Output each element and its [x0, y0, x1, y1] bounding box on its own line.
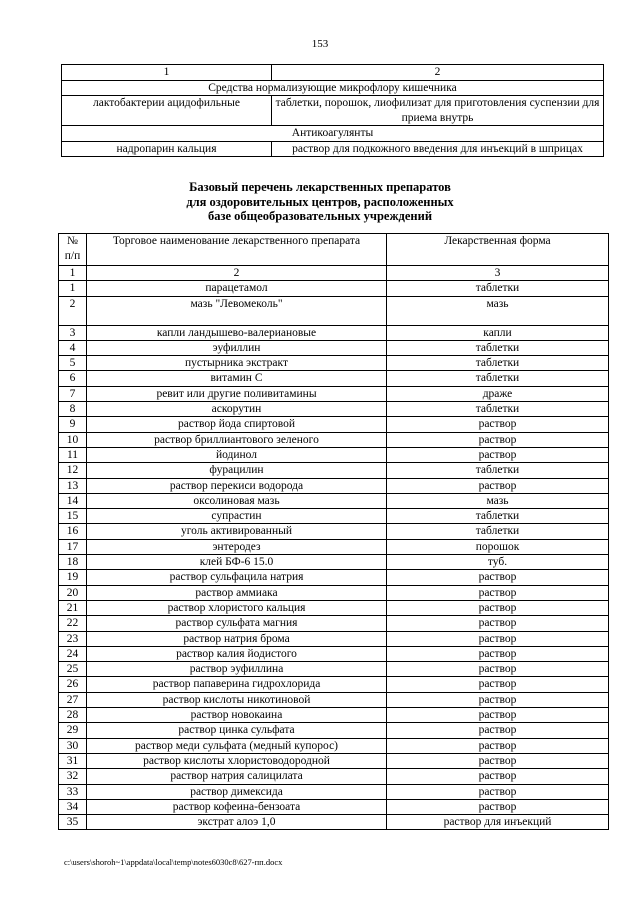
- drug-name-cell: раствор бриллиантового зеленого: [87, 432, 387, 447]
- table-row: [59, 325, 609, 340]
- column-number-2: 2: [272, 65, 604, 81]
- drug-form-cell: раствор: [387, 662, 609, 677]
- drug-form-cell: раствор: [387, 585, 609, 600]
- drug-name-cell: раствор йода спиртовой: [87, 417, 387, 432]
- row-number-cell: 11: [59, 447, 87, 462]
- drug-form-cell: раствор: [387, 753, 609, 768]
- table-row: [59, 356, 609, 371]
- table-row: [59, 723, 609, 738]
- drug-name-cell: капли ландышево-валериановые: [87, 325, 387, 340]
- section-title-anticoagulants: Антикоагулянты: [62, 126, 604, 142]
- drug-form-cell: туб.: [387, 555, 609, 570]
- column-number-2: 2: [87, 266, 387, 281]
- drug-form-cell: раствор: [387, 799, 609, 814]
- section-row: [62, 80, 604, 96]
- drug-form-cell: раствор: [387, 738, 609, 753]
- row-number-cell: 20: [59, 585, 87, 600]
- table-row: [59, 585, 609, 600]
- drug-name-cell: лактобактерии ацидофильные: [62, 96, 272, 126]
- table-row: [59, 386, 609, 401]
- drug-form-cell: раствор: [387, 417, 609, 432]
- row-number-cell: 13: [59, 478, 87, 493]
- table-row: [59, 600, 609, 615]
- column-number-1: 1: [59, 266, 87, 281]
- drug-form-cell: раствор для подкожного введения для инъекций в шприцах: [272, 141, 604, 157]
- drug-name-cell: клей БФ-6 15.0: [87, 555, 387, 570]
- drug-form-cell: раствор: [387, 677, 609, 692]
- drug-name-cell: пустырника экстракт: [87, 356, 387, 371]
- page-number: 153: [311, 38, 329, 50]
- table-row: [59, 281, 609, 296]
- row-number-cell: 7: [59, 386, 87, 401]
- table-row: [59, 799, 609, 814]
- drug-name-cell: раствор кофеина-бензоата: [87, 799, 387, 814]
- drug-name-cell: раствор калия йодистого: [87, 646, 387, 661]
- table-row: [59, 463, 609, 478]
- heading-line: для оздоровительных центров, расположенных: [186, 194, 454, 209]
- drug-name-cell: раствор хлористого кальция: [87, 600, 387, 615]
- drug-form-cell: раствор: [387, 600, 609, 615]
- drug-form-cell: раствор: [387, 447, 609, 462]
- table-row: [59, 753, 609, 768]
- drug-form-cell: раствор: [387, 432, 609, 447]
- row-number-cell: 4: [59, 340, 87, 355]
- drug-form-cell: таблетки: [387, 509, 609, 524]
- drug-name-cell: супрастин: [87, 509, 387, 524]
- row-number-cell: 26: [59, 677, 87, 692]
- section-heading: [0, 180, 640, 224]
- table-row: [59, 509, 609, 524]
- row-number-cell: 24: [59, 646, 87, 661]
- drug-name-cell: раствор кислоты хлористоводородной: [87, 753, 387, 768]
- heading-line: базе общеобразовательных учреждений: [207, 209, 433, 223]
- row-number-cell: 5: [59, 356, 87, 371]
- continued-table: [61, 64, 604, 157]
- table-row: [59, 539, 609, 554]
- row-number-cell: 21: [59, 600, 87, 615]
- table-row: [59, 708, 609, 723]
- table-row: [59, 769, 609, 784]
- row-number-cell: 34: [59, 799, 87, 814]
- drug-name-cell: раствор димексида: [87, 784, 387, 799]
- drug-form-cell: таблетки, порошок, лиофилизат для приготовления суспензии для приема внутрь: [272, 96, 604, 126]
- section-row: [62, 126, 604, 142]
- row-number-cell: 3: [59, 325, 87, 340]
- row-number-cell: 30: [59, 738, 87, 753]
- column-number-3: 3: [387, 266, 609, 281]
- section-title-microflora: Средства нормализующие микрофлору кишечника: [62, 80, 604, 96]
- table-row: [59, 815, 609, 830]
- drug-name-cell: эуфиллин: [87, 340, 387, 355]
- row-number-cell: 22: [59, 616, 87, 631]
- drug-name-cell: ревит или другие поливитамины: [87, 386, 387, 401]
- drug-form-cell: капли: [387, 325, 609, 340]
- drug-name-cell: раствор аммиака: [87, 585, 387, 600]
- drug-form-cell: раствор для инъекций: [387, 815, 609, 830]
- drug-name-cell: раствор сульфата магния: [87, 616, 387, 631]
- drug-form-cell: таблетки: [387, 402, 609, 417]
- drug-name-cell: уголь активированный: [87, 524, 387, 539]
- row-number-cell: 29: [59, 723, 87, 738]
- row-number-cell: 27: [59, 692, 87, 707]
- drug-name-cell: фурацилин: [87, 463, 387, 478]
- table-header-row: [59, 234, 609, 266]
- drug-list-table: [58, 233, 609, 830]
- drug-form-cell: мазь: [387, 493, 609, 508]
- row-number-cell: 12: [59, 463, 87, 478]
- drug-name-cell: раствор кислоты никотиновой: [87, 692, 387, 707]
- row-number-cell: 9: [59, 417, 87, 432]
- header-trade-name: Торговое наименование лекарственного препарата: [87, 234, 387, 266]
- table-row: [59, 493, 609, 508]
- drug-name-cell: раствор цинка сульфата: [87, 723, 387, 738]
- drug-form-cell: таблетки: [387, 340, 609, 355]
- drug-name-cell: раствор меди сульфата (медный купорос): [87, 738, 387, 753]
- drug-form-cell: драже: [387, 386, 609, 401]
- drug-name-cell: раствор новокаина: [87, 708, 387, 723]
- drug-form-cell: таблетки: [387, 281, 609, 296]
- drug-form-cell: раствор: [387, 616, 609, 631]
- column-number-1: 1: [62, 65, 272, 81]
- row-number-cell: 35: [59, 815, 87, 830]
- drug-form-cell: мазь: [387, 296, 609, 325]
- row-number-cell: 33: [59, 784, 87, 799]
- drug-name-cell: мазь "Левомеколь": [87, 296, 387, 325]
- drug-name-cell: витамин С: [87, 371, 387, 386]
- drug-name-cell: энтеродез: [87, 539, 387, 554]
- table-row: [59, 631, 609, 646]
- row-number-cell: 1: [59, 281, 87, 296]
- row-number-cell: 2: [59, 296, 87, 325]
- table-row: [59, 677, 609, 692]
- table-row: [59, 555, 609, 570]
- drug-name-cell: раствор натрия брома: [87, 631, 387, 646]
- row-number-cell: 28: [59, 708, 87, 723]
- row-number-cell: 8: [59, 402, 87, 417]
- heading-line: Базовый перечень лекарственных препаратов: [189, 180, 451, 194]
- column-number-row: [62, 65, 604, 81]
- drug-name-cell: раствор папаверина гидрохлорида: [87, 677, 387, 692]
- drug-name-cell: парацетамол: [87, 281, 387, 296]
- row-number-cell: 32: [59, 769, 87, 784]
- table-row: [59, 402, 609, 417]
- table-row: [59, 738, 609, 753]
- table-row: [59, 616, 609, 631]
- header-number: № п/п: [59, 234, 87, 266]
- drug-name-cell: надропарин кальция: [62, 141, 272, 157]
- row-number-cell: 19: [59, 570, 87, 585]
- drug-form-cell: таблетки: [387, 371, 609, 386]
- drug-form-cell: раствор: [387, 723, 609, 738]
- drug-form-cell: таблетки: [387, 356, 609, 371]
- column-number-row: [59, 266, 609, 281]
- drug-name-cell: аскорутин: [87, 402, 387, 417]
- table-row: [59, 478, 609, 493]
- row-number-cell: 16: [59, 524, 87, 539]
- drug-form-cell: раствор: [387, 570, 609, 585]
- drug-name-cell: экстрат алоэ 1,0: [87, 815, 387, 830]
- drug-form-cell: раствор: [387, 769, 609, 784]
- drug-form-cell: таблетки: [387, 524, 609, 539]
- row-number-cell: 18: [59, 555, 87, 570]
- table-row: [59, 524, 609, 539]
- drug-form-cell: порошок: [387, 539, 609, 554]
- row-number-cell: 14: [59, 493, 87, 508]
- table-row: [59, 570, 609, 585]
- table-row: [59, 784, 609, 799]
- row-number-cell: 25: [59, 662, 87, 677]
- drug-name-cell: раствор эуфиллина: [87, 662, 387, 677]
- drug-form-cell: раствор: [387, 646, 609, 661]
- row-number-cell: 6: [59, 371, 87, 386]
- drug-form-cell: раствор: [387, 478, 609, 493]
- table-row: [59, 646, 609, 661]
- table-row: [62, 96, 604, 126]
- drug-form-cell: таблетки: [387, 463, 609, 478]
- table-row: [62, 141, 604, 157]
- drug-name-cell: оксолиновая мазь: [87, 493, 387, 508]
- row-number-cell: 15: [59, 509, 87, 524]
- row-number-cell: 10: [59, 432, 87, 447]
- drug-form-cell: раствор: [387, 784, 609, 799]
- row-number-cell: 17: [59, 539, 87, 554]
- header-dosage-form: Лекарственная форма: [387, 234, 609, 266]
- table-row: [59, 447, 609, 462]
- row-number-cell: 31: [59, 753, 87, 768]
- drug-name-cell: раствор сульфацила натрия: [87, 570, 387, 585]
- table-row: [59, 662, 609, 677]
- file-path-footer: c:\users\shoroh~1\appdata\local\temp\notes6030c8\627-пп.docx: [64, 857, 283, 867]
- table-row: [59, 340, 609, 355]
- drug-form-cell: раствор: [387, 631, 609, 646]
- table-row: [59, 371, 609, 386]
- drug-form-cell: раствор: [387, 708, 609, 723]
- row-number-cell: 23: [59, 631, 87, 646]
- drug-form-cell: раствор: [387, 692, 609, 707]
- table-row: [59, 432, 609, 447]
- table-row: [59, 296, 609, 325]
- drug-name-cell: раствор перекиси водорода: [87, 478, 387, 493]
- drug-name-cell: йодинол: [87, 447, 387, 462]
- table-row: [59, 692, 609, 707]
- drug-name-cell: раствор натрия салицилата: [87, 769, 387, 784]
- table-row: [59, 417, 609, 432]
